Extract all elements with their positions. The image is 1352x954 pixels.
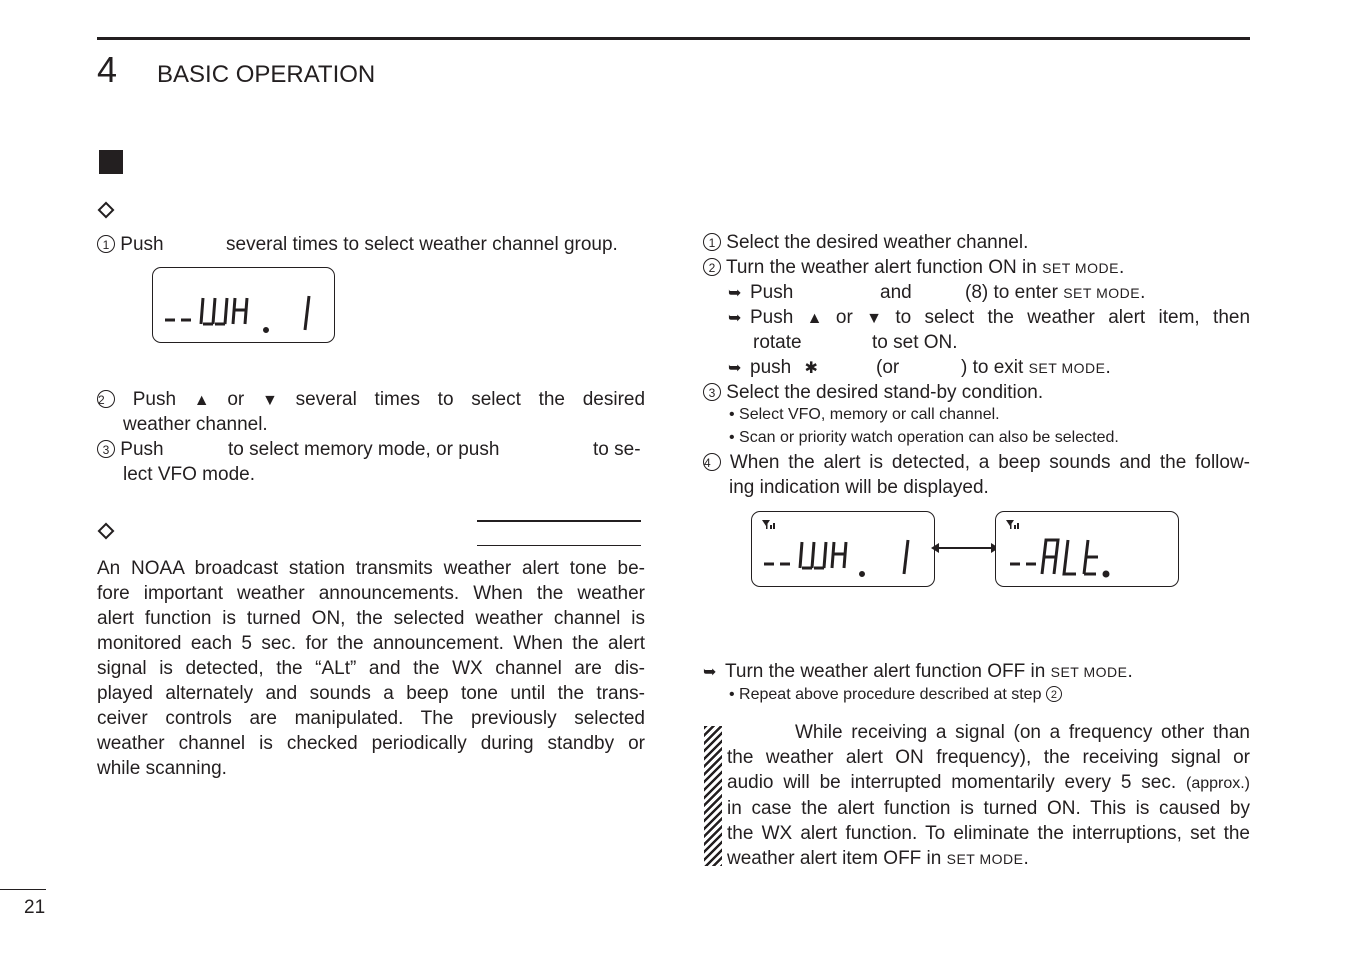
alternating-arrow-icon (937, 547, 993, 549)
page-number: 21 (24, 897, 46, 918)
down-arrow-key-icon: ▼ (866, 310, 882, 327)
right-step-4: 4 When the alert is detected, a beep sounds and the follow- (704, 452, 1251, 473)
up-arrow-key-icon: ▲ (806, 310, 823, 327)
right-sub-1-rest: (8) to enter SET MODE. (965, 282, 1146, 303)
header-rule (97, 37, 1250, 40)
left-step-3-mid: to select memory mode, or push (228, 439, 500, 460)
subsection-diamond-icon-2 (98, 523, 115, 540)
pointer-arrow-icon: ➥ (728, 360, 742, 377)
lcd-segments (153, 268, 333, 341)
turn-off-note: • Repeat above procedure described at step 2 (729, 684, 1062, 706)
chapter-number: 4 (97, 49, 118, 90)
right-step-2: 2 Turn the weather alert function ON in SET MODE. (703, 255, 1124, 281)
turn-off-line: ➥ Turn the weather alert function OFF in SET MODE. (703, 659, 1133, 685)
section-square-marker (99, 150, 123, 174)
left-step-3: 3 Push (97, 437, 164, 462)
right-sub-2-end: to set ON. (872, 332, 958, 353)
title-rule-thin (477, 545, 641, 546)
subsection-diamond-icon (98, 202, 115, 219)
right-step-4-line-2: ing indication will be displayed. (729, 477, 989, 498)
left-step-1-text: several times to select weather channel group. (226, 234, 618, 255)
note-hatch-marker (704, 726, 722, 866)
right-step-3: 3 Select the desired stand-by condition. (703, 380, 1043, 405)
pointer-arrow-icon: ➥ (728, 310, 742, 327)
left-step-3-line-2: lect VFO mode. (123, 464, 255, 485)
signal-icon (1006, 520, 1019, 529)
page-number-rule (0, 889, 46, 890)
left-step-2: 2 Push ▲ or ▼ several times to select the desired (97, 387, 645, 413)
right-sub-1-and: and (880, 282, 912, 303)
right-step-3-note-1: • Select VFO, memory or call channel. (729, 406, 1000, 423)
lcd-display-wx-alert (751, 511, 935, 587)
right-sub-2-rotate: rotate (753, 332, 802, 353)
left-step-2-line-2: weather channel. (123, 414, 268, 435)
lcd-segments (996, 512, 1177, 585)
chapter-title: BASIC OPERATION (157, 61, 376, 88)
signal-icon (762, 520, 775, 529)
note-text: While receiving a signal (on a frequency other than the weather alert ON frequency), the receiving signal or audio will be interrupted momentarily every 5 sec. (approx.) in case the alert function is turned ON. This is caused by the WX alert function. To eliminate the interruptions, set the weather alert item OFF in SET MODE. (727, 722, 1251, 869)
right-sub-2: ➥ Push ▲ or ▼ to select the weather alert item, then (728, 305, 1250, 331)
right-sub-1: ➥ Push (728, 280, 793, 306)
title-rule (477, 520, 641, 522)
left-step-3-end: to se- (593, 439, 641, 460)
asterisk-key-icon: ✱ (804, 360, 818, 377)
left-step-1: 1 Push (97, 232, 164, 257)
right-sub-3-rest: ) to exit SET MODE. (961, 357, 1111, 378)
lcd-display-wx (152, 267, 335, 343)
alert-paragraph: An NOAA broadcast station transmits weather alert tone be- fore important weather announcements. When the weather alert function is turned ON, the selected weather channel is monitored each 5 sec. for the announcement. When the alert signal is detected, the “ALt” and the WX channel are dis- played alternately and sounds a beep tone until the trans- ceiver controls are manipulated. The previously selected weather channel is checked periodically during standby or while scanning. (97, 558, 645, 779)
down-arrow-key-icon: ▼ (262, 392, 278, 409)
pointer-arrow-icon: ➥ (728, 285, 742, 302)
up-arrow-key-icon: ▲ (193, 392, 210, 409)
lcd-display-alt (995, 511, 1179, 587)
lcd-segments (752, 512, 933, 585)
right-sub-3: ➥ push ✱ (728, 355, 818, 381)
right-sub-3-or: (or (876, 357, 900, 378)
circled-number: 1 (97, 235, 115, 253)
right-step-1: 1 Select the desired weather channel. (703, 230, 1028, 255)
right-step-3-note-2: • Scan or priority watch operation can also be selected. (729, 429, 1119, 446)
pointer-arrow-icon: ➥ (703, 664, 717, 681)
